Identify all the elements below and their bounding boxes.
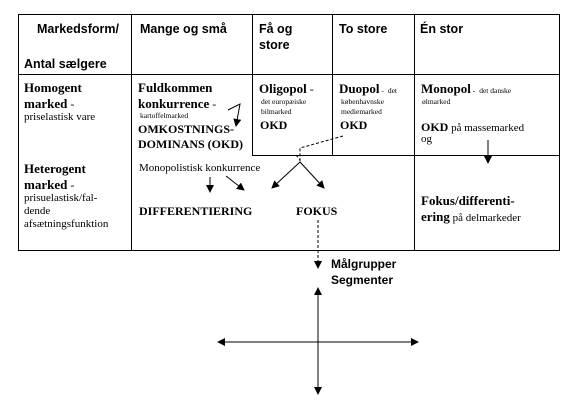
row-heterogent-marked: marked - xyxy=(24,177,75,192)
dashed-duopol xyxy=(300,136,343,162)
row-heterogent-sub1: prisuelastisk/fal- xyxy=(24,192,98,204)
cell-oligopol-okd: OKD xyxy=(260,118,288,132)
cell-konkurrence: konkurrence - xyxy=(138,96,217,111)
row-homogent-marked: marked - xyxy=(24,96,75,111)
arrow-mono-diag xyxy=(226,176,244,190)
cell-monopol-sub2: ølmarked xyxy=(422,97,451,106)
cell-okd-line2: DOMINANS (OKD) xyxy=(138,137,243,151)
header-to-store: To store xyxy=(339,22,388,36)
cell-monopol-okd: OKD på massemarked xyxy=(421,120,525,134)
header-faa-og: Få og xyxy=(259,22,293,36)
cell-oligopol-sub2: bilmarked xyxy=(261,107,292,116)
header-store: store xyxy=(259,38,290,52)
row-heterogent-title: Heterogent xyxy=(24,161,86,176)
cell-fokus-diff2: ering på delmarkeder xyxy=(421,209,521,224)
cell-kartoffelmarked: kartoffelmarked xyxy=(140,111,189,120)
arrow-fork-right xyxy=(300,162,324,188)
cell-oligopol: Oligopol - xyxy=(259,81,314,96)
header-antal-saelgere: Antal sælgere xyxy=(24,57,107,71)
cell-duopol-sub2: københavnske xyxy=(341,97,384,106)
row-heterogent-sub2: dende xyxy=(24,205,51,217)
cell-fuldkommen: Fuldkommen xyxy=(138,80,213,95)
header-en-stor: Én stor xyxy=(420,22,464,36)
arrow-fork-left xyxy=(272,162,300,188)
cell-differentiering: DIFFERENTIERING xyxy=(139,204,253,218)
cell-monopolistisk: Monopolistisk konkurrence xyxy=(139,162,261,174)
header-mange-og-smaa: Mange og små xyxy=(140,22,227,36)
row-heterogent-sub3: afsætningsfunktion xyxy=(24,218,109,230)
cell-duopol: Duopol - det xyxy=(339,81,398,96)
label-segmenter: Segmenter xyxy=(331,273,394,287)
cell-monopol-og: og xyxy=(421,133,432,145)
cell-duopol-okd: OKD xyxy=(340,118,368,132)
cell-fokus: FOKUS xyxy=(296,204,338,218)
cell-fokus-diff1: Fokus/differenti- xyxy=(421,193,515,208)
cell-oligopol-sub1: det europæiske xyxy=(261,97,307,106)
header-markedsform: Markedsform/ xyxy=(37,22,119,36)
label-maalgrupper: Målgrupper xyxy=(331,257,397,271)
cell-duopol-sub3: mediemarked xyxy=(341,107,382,116)
row-homogent-title: Homogent xyxy=(24,80,82,95)
cell-okd-line1: OMKOSTNINGS- xyxy=(138,122,235,136)
row-homogent-sub: priselastisk vare xyxy=(24,111,96,123)
cell-monopol: Monopol - det danske xyxy=(421,81,512,96)
